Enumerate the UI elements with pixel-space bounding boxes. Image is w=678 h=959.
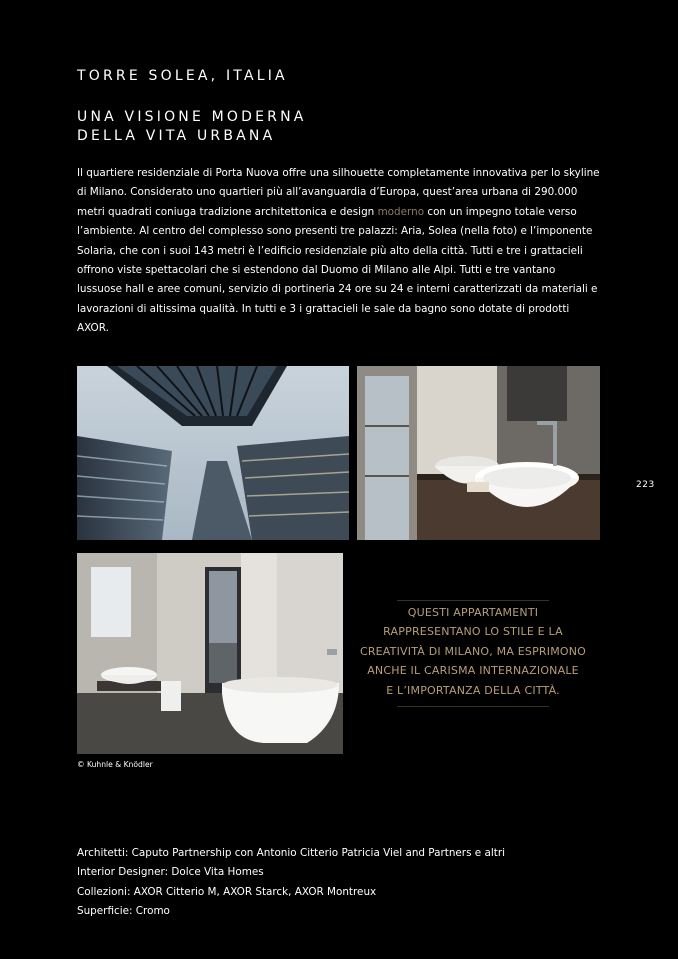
- intro-accent-word: moderno: [377, 205, 425, 218]
- pull-quote: [357, 600, 589, 707]
- subtitle-line-1: UNA VISIONE MODERNA: [77, 109, 307, 125]
- intro-text-part-1: Il quartiere residenziale di Porta Nuova offre una silhouette completamente innovativa per lo skyline di Milano. Considerato uno quartieri più all’avanguardia d’Europa, quest’area urbana di 290.000 metri quadrati coniuga tradizione architettonica e design: [77, 167, 600, 218]
- quote-line-3: CREATIVITÀ DI MILANO, MA ESPRIMONO: [359, 644, 587, 658]
- page-number: 223: [636, 480, 655, 490]
- credit-surface: Superficie: Cromo: [77, 905, 170, 918]
- intro-paragraph: [77, 164, 602, 339]
- credit-collections: Collezioni: AXOR Citterio M, AXOR Starck, AXOR Montreux: [77, 885, 377, 898]
- quote-rule-top: [397, 600, 549, 601]
- quote-line-5: E L’IMPORTANZA DELLA CITTÀ.: [386, 683, 560, 697]
- photo-bathroom-sinks: [357, 366, 600, 540]
- photo-towers-skyward: [77, 366, 349, 540]
- page-title: TORRE SOLEA, ITALIA: [77, 68, 288, 84]
- photo-credit: © Kuhnle & Knödler: [77, 760, 153, 769]
- intro-text-part-2: con un impegno totale verso l’ambiente. Al centro del complesso sono presenti tre palazzi: Aria, Solea (nella foto) e l’imponente Solaria, che con i suoi 143 metri è l’edificio residenziale più alto della città. Tutti e tre i grattacieli offrono viste spettacolari che si estendono dal Duomo di Milano alle Alpi. Tutti e tre vantano lussuose hall e aree comuni, servizio di portineria 24 ore su 24 e interni caratterizzati da materiali e lavorazioni di altissima qualità. In tutti e 3 i grattacieli le sale da bagno sono dotate di prodotti AXOR.: [77, 205, 598, 335]
- subtitle-line-2: DELLA VITA URBANA: [77, 128, 276, 144]
- project-credits: [77, 844, 505, 922]
- quote-line-4: ANCHE IL CARISMA INTERNAZIONALE: [367, 664, 579, 678]
- quote-line-1: QUESTI APPARTAMENTI: [407, 606, 539, 619]
- quote-line-2: RAPPRESENTANO LO STILE E LA: [383, 625, 563, 639]
- photo-bathroom-tub: [77, 553, 343, 754]
- credit-architects: Architetti: Caputo Partnership con Antonio Citterio Patricia Viel and Partners e altri: [77, 847, 505, 859]
- quote-rule-bottom: [397, 706, 549, 707]
- page-subtitle: [77, 108, 307, 146]
- credit-interior-designer: Interior Designer: Dolce Vita Homes: [77, 866, 264, 879]
